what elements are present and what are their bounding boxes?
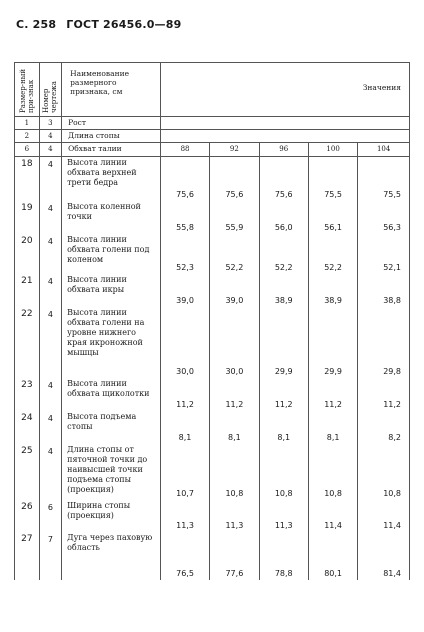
row-value: 78,8: [259, 532, 308, 580]
row-feature-number: 20: [15, 234, 40, 274]
head-row1-name: Рост: [62, 117, 161, 130]
row-figure-number: 4: [39, 307, 61, 378]
values-header: Значения: [160, 63, 409, 117]
row-value: 10,8: [259, 444, 308, 500]
value-column-header: 88: [160, 143, 209, 157]
row-value: 10,8: [358, 444, 410, 500]
row-value: 55,9: [210, 201, 259, 234]
row-value: 11,2: [210, 378, 259, 411]
row-value: 38,8: [358, 274, 410, 307]
row-value: 56,3: [358, 201, 410, 234]
col-header-figure: Номер чертежа: [39, 63, 61, 117]
row-figure-number: 7: [39, 532, 61, 580]
row-value: 11,2: [259, 378, 308, 411]
row-value: 56,1: [308, 201, 357, 234]
page-number: С. 258: [16, 18, 57, 31]
head-row2-name: Длина стопы: [62, 130, 161, 143]
head-row1-values: [160, 117, 409, 130]
row-feature-number: 21: [15, 274, 40, 307]
page-header: [16, 18, 181, 31]
row-value: 8,1: [160, 411, 209, 444]
row-feature-number: 19: [15, 201, 40, 234]
row-value: 52,2: [210, 234, 259, 274]
row-value: 29,8: [358, 307, 410, 378]
col-header-size: Размер-ный при-знак: [15, 63, 40, 117]
row-value: 11,3: [160, 500, 209, 532]
row-value: 39,0: [210, 274, 259, 307]
head-row2-values: [160, 130, 409, 143]
table-row: [15, 201, 410, 234]
row-figure-number: 4: [39, 157, 61, 201]
row-feature-name: Высота линии обхвата икры: [62, 274, 161, 307]
row-feature-name: Высота линии обхвата щиколотки: [62, 378, 161, 411]
row-value: 52,1: [358, 234, 410, 274]
value-column-header: 104: [358, 143, 410, 157]
row-figure-number: 4: [39, 378, 61, 411]
row-value: 11,3: [259, 500, 308, 532]
row-value: 11,2: [358, 378, 410, 411]
row-value: 52,3: [160, 234, 209, 274]
row-value: 11,2: [160, 378, 209, 411]
table-row: [15, 378, 410, 411]
row-value: 39,0: [160, 274, 209, 307]
row-value: 38,9: [259, 274, 308, 307]
table-row: [15, 307, 410, 378]
row-feature-name: Ширина стопы (проекция): [62, 500, 161, 532]
table-row: [15, 411, 410, 444]
row-feature-name: Длина стопы от пяточной точки до наивысшей точки подъема стопы (проекция): [62, 444, 161, 500]
row-value: 81,4: [358, 532, 410, 580]
value-column-header: 100: [308, 143, 357, 157]
row-value: 76,5: [160, 532, 209, 580]
row-feature-name: Высота линии обхвата голени на уровне нижнего края икроножной мышцы: [62, 307, 161, 378]
row-value: 10,7: [160, 444, 209, 500]
row-value: 77,6: [210, 532, 259, 580]
head-row3-name: Обхват талии: [62, 143, 161, 157]
row-figure-number: 4: [39, 201, 61, 234]
row-value: 8,2: [358, 411, 410, 444]
row-value: 52,2: [259, 234, 308, 274]
row-value: 8,1: [308, 411, 357, 444]
table-row: [15, 532, 410, 580]
col-header-name: Наименование размерного признака, см: [62, 63, 161, 117]
table-row: [15, 444, 410, 500]
row-value: 30,0: [160, 307, 209, 378]
row-value: 11,2: [308, 378, 357, 411]
table-row: [15, 234, 410, 274]
row-value: 55,8: [160, 201, 209, 234]
table-row: [15, 274, 410, 307]
row-value: 11,3: [210, 500, 259, 532]
row-figure-number: 4: [39, 274, 61, 307]
row-feature-name: Дуга через паховую область: [62, 532, 161, 580]
row-value: 75,5: [308, 157, 357, 201]
row-value: 56,0: [259, 201, 308, 234]
row-feature-number: 24: [15, 411, 40, 444]
row-figure-number: 4: [39, 444, 61, 500]
row-value: 10,8: [210, 444, 259, 500]
head-row2-fig: 4: [39, 130, 61, 143]
row-feature-number: 18: [15, 157, 40, 201]
row-value: 8,1: [210, 411, 259, 444]
measurements-table: [14, 62, 410, 580]
standard-code: ГОСТ 26456.0—89: [66, 18, 182, 31]
row-value: 75,6: [259, 157, 308, 201]
head-row1-num: 1: [15, 117, 40, 130]
row-feature-number: 25: [15, 444, 40, 500]
row-value: 11,4: [308, 500, 357, 532]
row-figure-number: 4: [39, 411, 61, 444]
row-value: 75,5: [358, 157, 410, 201]
head-row1-fig: 3: [39, 117, 61, 130]
row-feature-name: Высота коленной точки: [62, 201, 161, 234]
row-value: 75,6: [160, 157, 209, 201]
row-value: 52,2: [308, 234, 357, 274]
row-feature-number: 22: [15, 307, 40, 378]
row-figure-number: 6: [39, 500, 61, 532]
table-row: [15, 157, 410, 201]
row-feature-name: Высота линии обхвата голени под коленом: [62, 234, 161, 274]
row-feature-name: Высота подъема стопы: [62, 411, 161, 444]
table-row: [15, 500, 410, 532]
row-value: 10,8: [308, 444, 357, 500]
row-feature-name: Высота линии обхвата верхней трети бедра: [62, 157, 161, 201]
row-value: 11,4: [358, 500, 410, 532]
row-feature-number: 26: [15, 500, 40, 532]
head-row2-num: 2: [15, 130, 40, 143]
row-value: 75,6: [210, 157, 259, 201]
row-value: 8,1: [259, 411, 308, 444]
row-value: 80,1: [308, 532, 357, 580]
row-value: 29,9: [259, 307, 308, 378]
row-feature-number: 27: [15, 532, 40, 580]
row-value: 30,0: [210, 307, 259, 378]
row-value: 29,9: [308, 307, 357, 378]
row-value: 38,9: [308, 274, 357, 307]
value-column-header: 92: [210, 143, 259, 157]
row-feature-number: 23: [15, 378, 40, 411]
row-figure-number: 4: [39, 234, 61, 274]
value-column-header: 96: [259, 143, 308, 157]
head-row3-num: 6: [15, 143, 40, 157]
head-row3-fig: 4: [39, 143, 61, 157]
